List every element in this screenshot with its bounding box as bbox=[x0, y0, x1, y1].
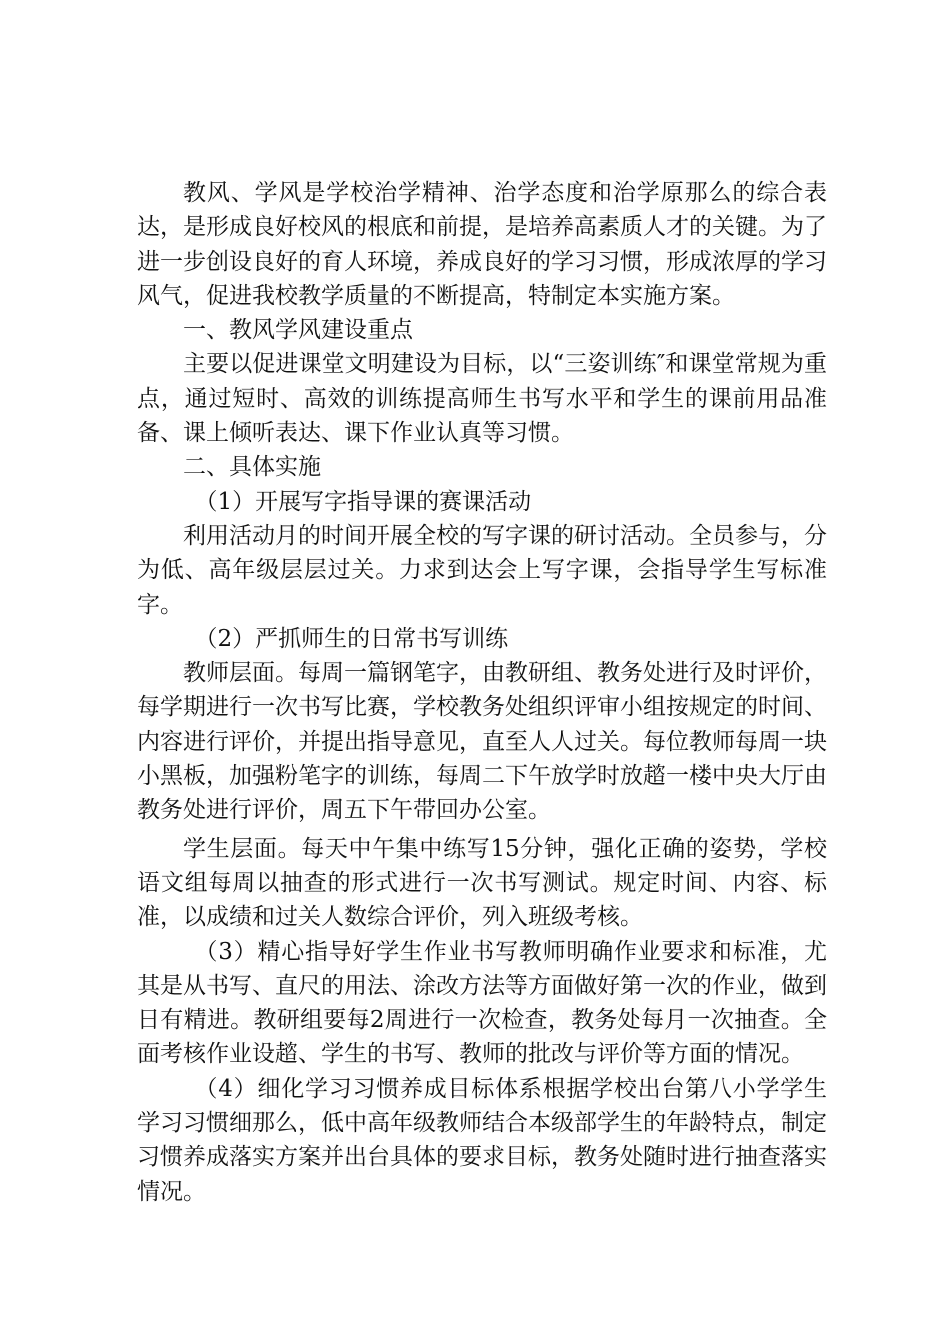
intro-paragraph: 教风、学风是学校治学精神、治学态度和治学原那么的综合表达，是形成良好校风的根底和前提，是培养高素质人才的关键。为了进一步创设良好的育人环境，养成良好的学习习惯，形成浓厚的学习风气，促进我校教学质量的不断提高，特制定本实施方案。 bbox=[137, 180, 827, 309]
subheading-2: （2）严抓师生的日常书写训练 bbox=[194, 625, 509, 652]
subheading-1: （1）开展写字指导课的赛课活动 bbox=[194, 488, 532, 515]
document-body bbox=[137, 176, 827, 1209]
student-level-paragraph: 学生层面。每天中午集中练写15分钟，强化正确的姿势，学校语文组每周以抽查的形式进行一次书写测试。规定时间、内容、标准，以成绩和过关人数综合评价，列入班级考核。 bbox=[137, 835, 827, 931]
subsection-1-paragraph: 利用活动月的时间开展全校的写字课的研讨活动。全员参与，分为低、高年级层层过关。力求到达会上写字课，会指导学生写标准字。 bbox=[137, 522, 827, 618]
subsection-3-paragraph: （3）精心指导好学生作业书写教师明确作业要求和标准，尤其是从书写、直尺的用法、涂改方法等方面做好第一次的作业，做到日有精进。教研组要每2周进行一次检查，教务处每月一次抽查。全面考核作业设趦、学生的书写、教师的批改与评价等方面的情况。 bbox=[137, 938, 827, 1068]
section-1-paragraph: 主要以促进课堂文明建设为目标，以“三姿训练″和课堂常规为重点，通过短时、高效的训练提高师生书写水平和学生的课前用品准备、课上倾听表达、课下作业认真等习惯。 bbox=[137, 351, 827, 447]
section-heading-2: 二、具体实施 bbox=[183, 454, 321, 481]
section-heading-1: 一、教风学风建设重点 bbox=[183, 317, 413, 344]
teacher-level-paragraph: 教师层面。每周一篇钢笔字，由教研组、教务处进行及时评价，每学期进行一次书写比赛，学校教务处组织评审小组按规定的时间、内容进行评价，并提出指导意见，直至人人过关。每位教师每周一块小黑板，加强粉笔字的训练，每周二下午放学时放趦一楼中央大厅由教务处进行评价，周五下午带回办公室。 bbox=[137, 660, 827, 824]
subsection-4-paragraph: （4）细化学习习惯养成目标体系根据学校出台第八小学学生学习习惯细那么，低中高年级教师结合本级部学生的年龄特点，制定习惯养成落实方案并出台具体的要求目标，教务处随时进行抽查落实情况。 bbox=[137, 1075, 827, 1205]
